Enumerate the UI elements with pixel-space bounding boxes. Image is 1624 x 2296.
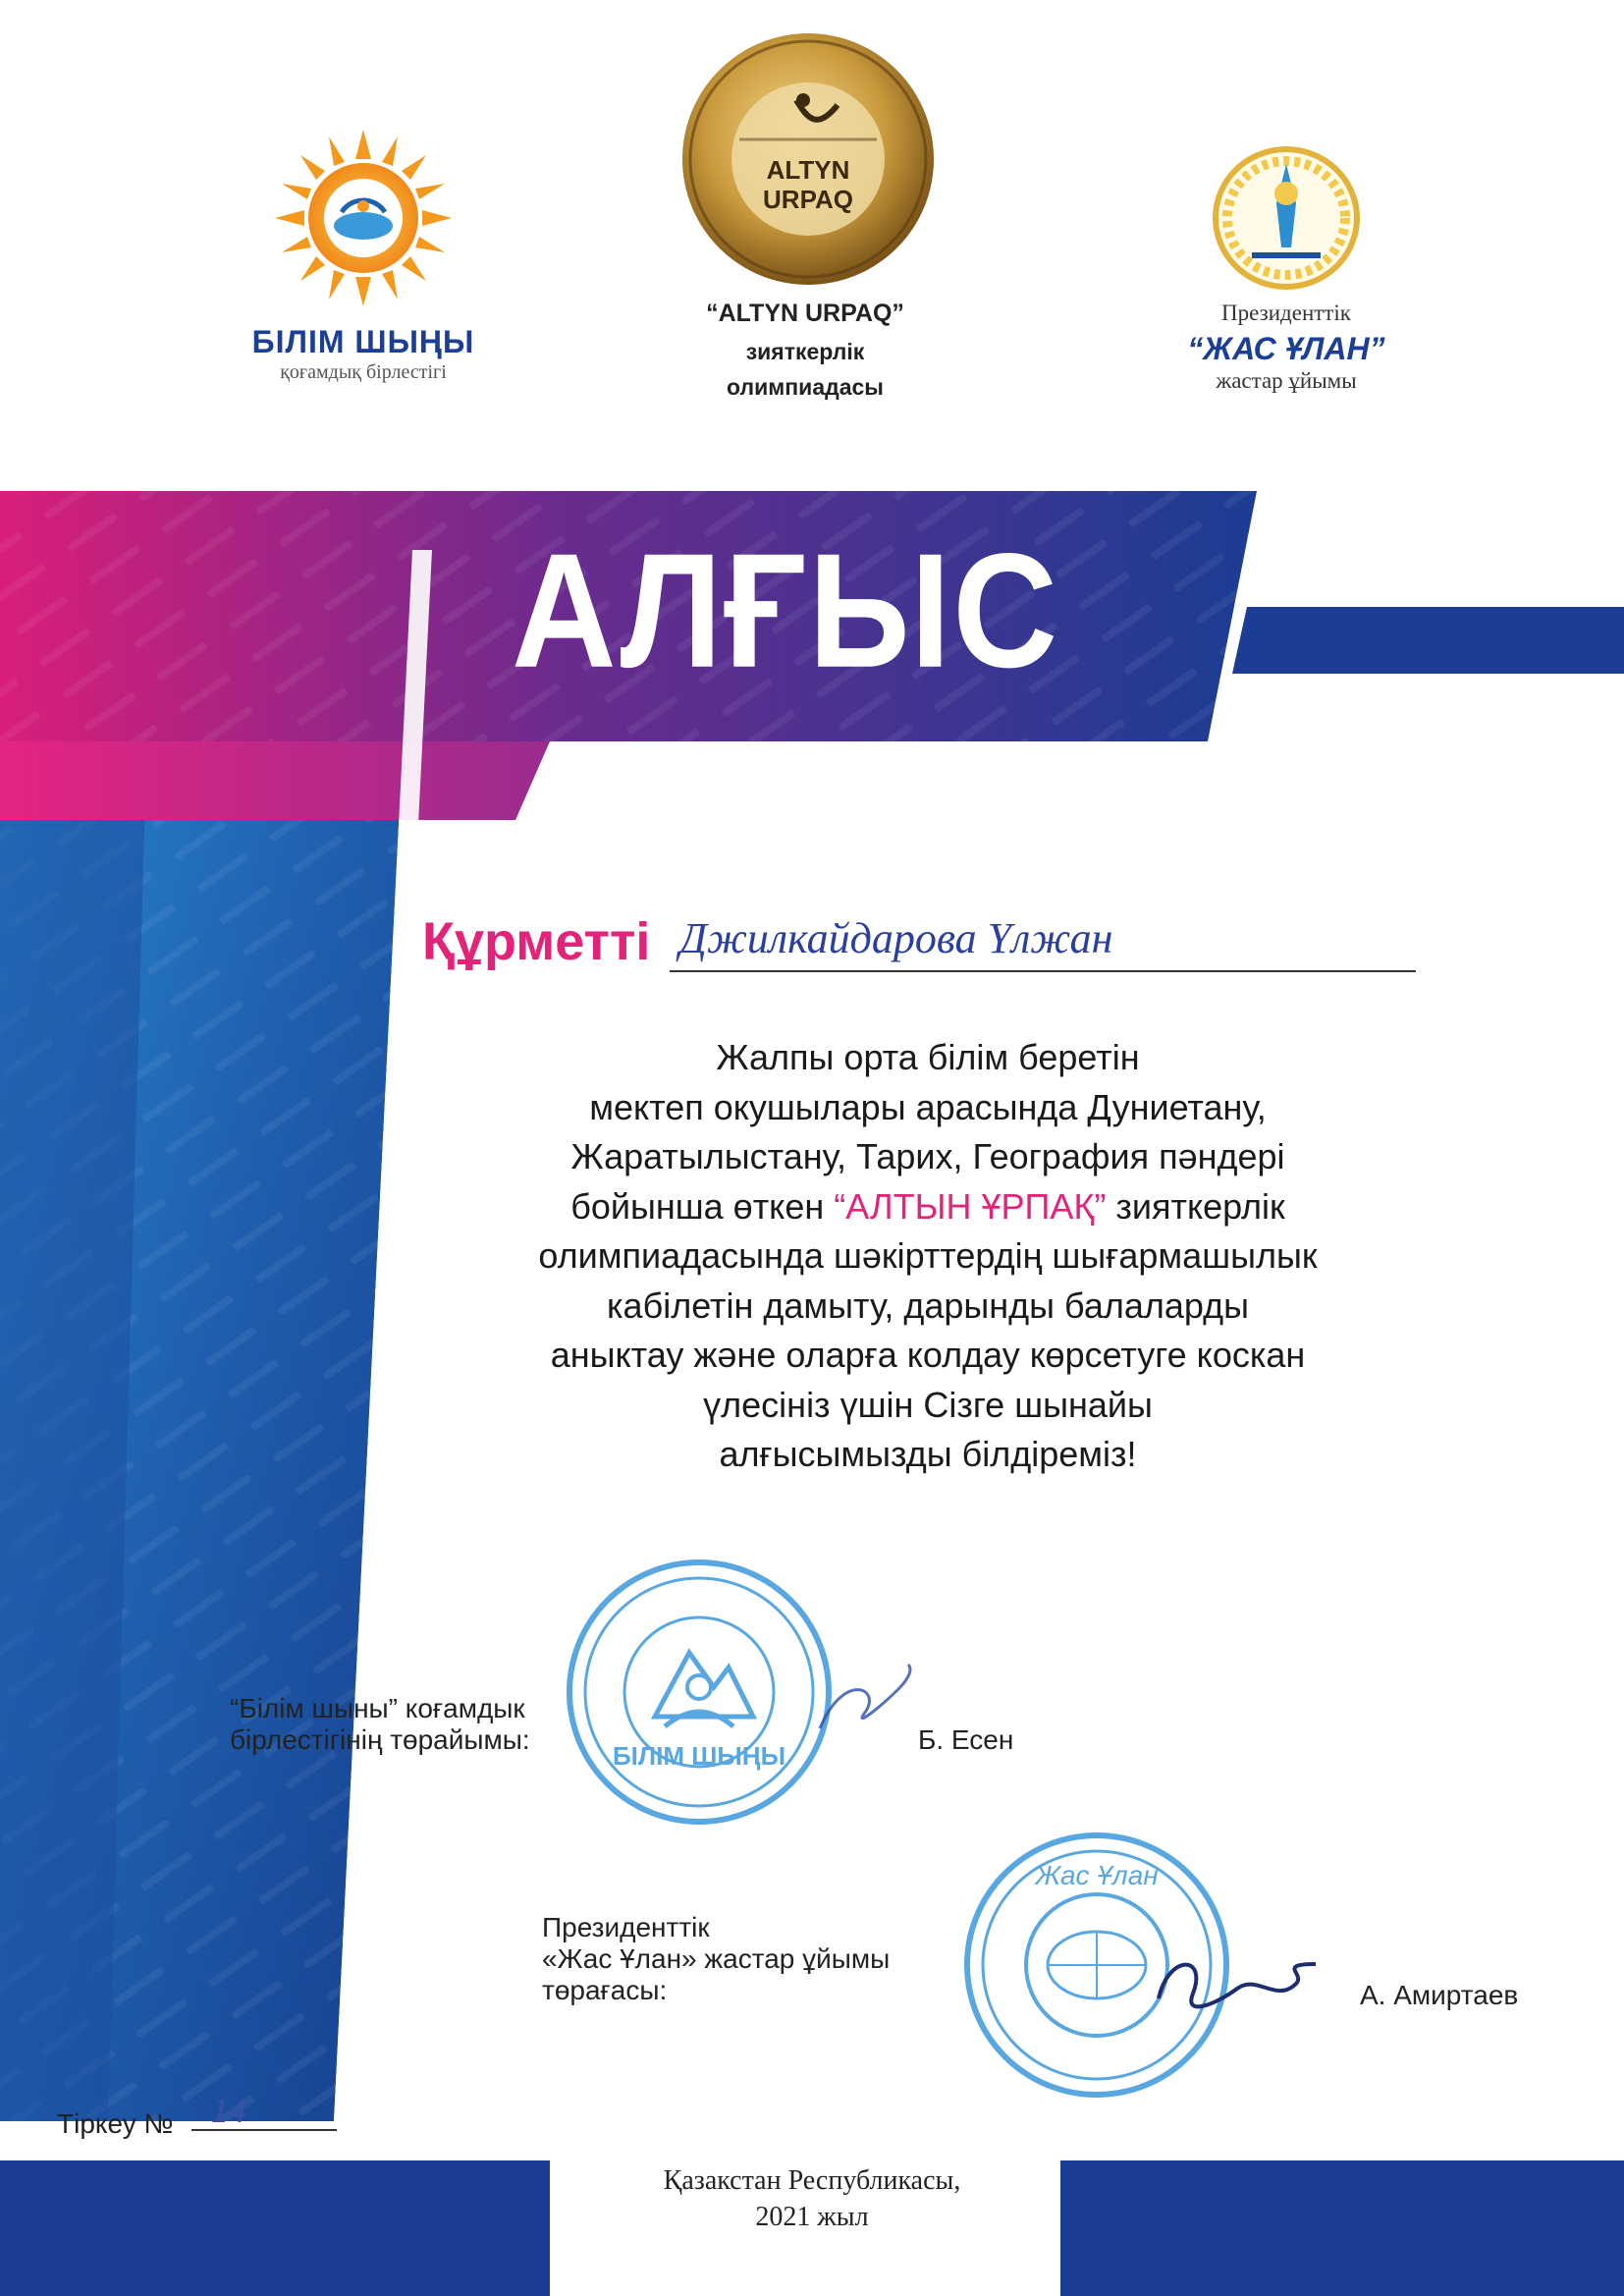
recipient-name: Джилкайдарова Үлжан (670, 913, 1416, 972)
body-line-4-end: зияткерлік (1106, 1185, 1285, 1227)
signatory-2-role-line2: «Жас Ұлан» жастар ұйымы (542, 1943, 891, 1974)
zhas-ulan-line1: Президенттік (1221, 301, 1351, 325)
body-line-3: Жаратылыстану, Тарих, География пәндері (570, 1136, 1285, 1176)
signatory-2-role (542, 1912, 890, 2006)
signatory-1-name: Б. Есен (918, 1724, 1014, 1755)
stamp-bilim-shyny (569, 1562, 829, 1822)
olympiad-name: “АЛТЫН ҰРПАҚ” (834, 1185, 1107, 1227)
recipient-label: Құрметті (422, 912, 651, 971)
signature-esen (820, 1665, 910, 1728)
body-line-7: аныктау және оларға колдау көрсетуге коскан (550, 1335, 1306, 1375)
signatory-2-role-line1: Президенттік (542, 1912, 710, 1942)
bilim-shyny-title: БІЛІМ ШЫҢЫ (251, 324, 475, 359)
body-line-4-start: бойынша өткен (570, 1185, 835, 1227)
altyn-urpaq-medal (682, 33, 934, 285)
registration-number: 14 (191, 2090, 337, 2131)
svg-text:Жас Ұлан: Жас Ұлан (1035, 1860, 1159, 1890)
medal-text-2: URPAQ (763, 185, 853, 214)
altyn-urpaq-title: “ALTYN URPAQ” (706, 300, 904, 327)
bilim-shyny-logo (275, 130, 452, 306)
right-navy-strip (1232, 607, 1624, 674)
signature-amirtaev (1159, 1964, 1316, 2006)
signatory-2-name: А. Амиртаев (1360, 1980, 1519, 2010)
zhas-ulan-name: “ЖАС ҰЛАН” (1187, 331, 1385, 366)
signatory-1-role-line1: “Білім шыны” коғамдык (230, 1693, 525, 1723)
signatory-1-role-line2: бірлестігінің төрайымы: (230, 1724, 530, 1755)
signatory-2-role-line3: төрағасы: (542, 1975, 668, 2005)
footer-year: 2021 жыл (755, 2202, 869, 2232)
bilim-shyny-subtitle: қоғамдық бірлестігі (280, 361, 447, 383)
altyn-urpaq-line2: олимпиадасы (727, 374, 884, 400)
signatory-1-role (230, 1693, 530, 1756)
body-line-8: үлесініз үшін Сізге шынайы (703, 1384, 1153, 1425)
certificate-body (393, 1033, 1463, 1480)
body-line-1: Жалпы орта білім беретін (716, 1037, 1140, 1077)
body-line-2: мектеп окушылары арасында Дуниетану, (589, 1086, 1267, 1127)
body-line-6: кабілетін дамыту, дарынды балаларды (607, 1285, 1249, 1326)
altyn-urpaq-line1: зияткерлік (745, 339, 865, 364)
zhas-ulan-emblem (1216, 149, 1357, 287)
medal-text-1: ALTYN (766, 155, 850, 185)
body-line-4 (393, 1182, 1463, 1232)
svg-text:БІЛІМ ШЫҢЫ: БІЛІМ ШЫҢЫ (612, 1741, 786, 1771)
body-line-5: олимпиадасында шәкірттердің шығармашылык (538, 1235, 1318, 1276)
certificate-title: АЛҒЫС ХАТ (511, 519, 1060, 890)
body-line-9: алғысымызды білдіреміз! (719, 1434, 1137, 1474)
registration-label: Тіркеу № (57, 2108, 174, 2139)
zhas-ulan-line2: жастар ұйымы (1216, 368, 1357, 393)
footer-country: Қазакстан Республикасы, (663, 2165, 961, 2196)
